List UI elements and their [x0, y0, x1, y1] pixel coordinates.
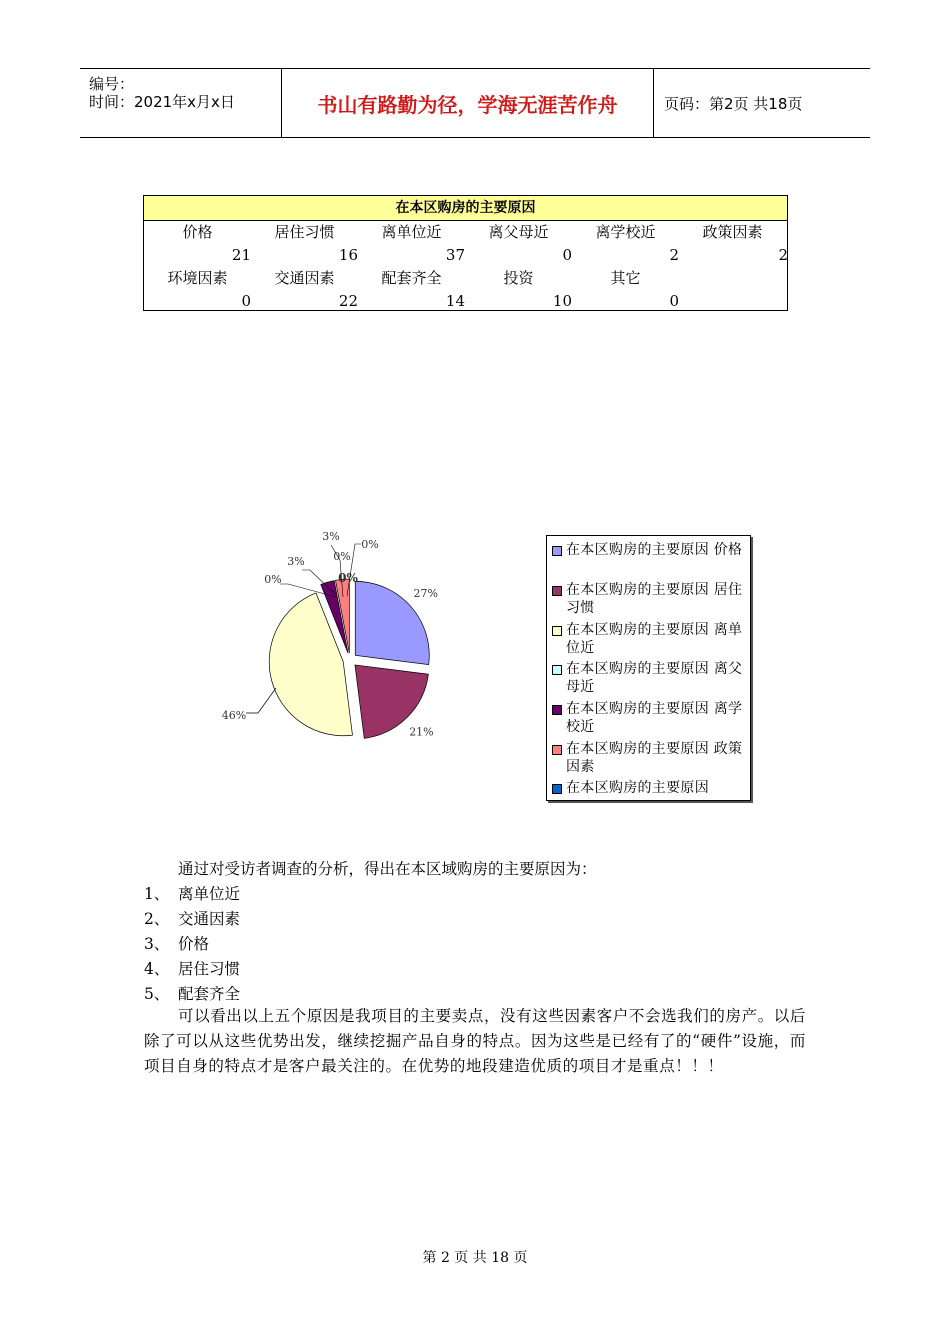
legend-label: 在本区购房的主要原因 离父母近	[566, 661, 743, 695]
pie-label: 21%	[409, 725, 434, 739]
pie-label: 0%	[361, 538, 379, 551]
table-cell: 0	[562, 246, 572, 264]
table-title: 在本区购房的主要原因	[144, 196, 787, 221]
table-cell: 16	[338, 246, 358, 264]
legend-swatch	[552, 745, 562, 755]
pie-label: 46%	[221, 709, 247, 722]
table-cell: 2	[669, 246, 679, 264]
table-row-values-1	[144, 244, 787, 266]
list-item	[144, 982, 240, 1004]
legend-swatch	[552, 546, 562, 556]
table-cell: 交通因素	[274, 269, 335, 287]
table-cell: 投资	[503, 269, 534, 287]
pie-label: 0%	[264, 573, 282, 586]
table-cell: 配套齐全	[381, 269, 442, 287]
pie-label: 0%	[338, 571, 358, 585]
pie-label: 3%	[322, 530, 340, 543]
legend-swatch	[552, 665, 562, 675]
time-label: 时间：2021年x月x日	[89, 93, 235, 111]
table-cell: 离学校近	[595, 223, 656, 241]
table-cell: 居住习惯	[274, 223, 335, 241]
table-cell: 0	[669, 292, 679, 310]
legend-swatch	[552, 586, 562, 596]
legend-label: 在本区购房的主要原因 价格	[566, 542, 743, 558]
chart-legend	[546, 535, 751, 801]
list-text: 离单位近	[178, 885, 241, 903]
list-item	[144, 882, 240, 904]
list-text: 交通因素	[178, 910, 241, 928]
list-text: 价格	[178, 935, 210, 953]
list-number: 3、	[144, 935, 170, 953]
table-cell: 离父母近	[488, 223, 549, 241]
list-item	[144, 957, 240, 979]
table-cell: 37	[445, 246, 465, 264]
table-row-labels-1	[144, 221, 787, 243]
legend-label: 在本区购房的主要原因 居住习惯	[566, 582, 743, 616]
page-info: 页码：第2页 共18页	[664, 94, 803, 113]
list-number: 1、	[144, 885, 170, 903]
table-cell: 政策因素	[702, 223, 763, 241]
number-label: 编号：	[89, 75, 135, 93]
table-cell: 离单位近	[381, 223, 442, 241]
legend-label: 在本区购房的主要原因 离单位近	[566, 622, 743, 656]
legend-swatch	[552, 705, 562, 715]
legend-swatch	[552, 784, 562, 794]
table-cell: 14	[445, 292, 465, 310]
legend-label: 在本区购房的主要原因 政策因素	[566, 741, 743, 775]
table-cell: 10	[552, 292, 572, 310]
header-meta	[80, 69, 282, 137]
table-row-values-2	[144, 290, 787, 312]
pie-label: 3%	[287, 555, 305, 568]
list-text: 配套齐全	[178, 985, 241, 1003]
list-number: 2、	[144, 910, 170, 928]
list-item	[144, 932, 209, 954]
table-cell: 0	[241, 292, 251, 310]
table-cell: 2	[778, 246, 788, 264]
legend-label: 在本区购房的主要原因 离学校近	[566, 701, 743, 735]
page-header	[80, 68, 870, 138]
legend-label: 在本区购房的主要原因	[566, 780, 709, 796]
table-cell: 价格	[182, 223, 213, 241]
conclusion-paragraph: 可以看出以上五个原因是我项目的主要卖点，没有这些因素客户不会选我们的房产。以后除了可以从这些优势出发，继续挖掘产品自身的特点。因为这些是已经有了的“硬件”设施，而项目自身的特点才是客户最关注的。在优势的地段建造优质的项目才是重点！！！	[144, 1007, 806, 1075]
table-cell: 其它	[610, 269, 641, 287]
table-cell: 21	[231, 246, 251, 264]
motto: 书山有路勤为径，学海无涯苦作舟	[317, 92, 618, 117]
list-text: 居住习惯	[178, 960, 241, 978]
reasons-table	[143, 195, 788, 311]
page-footer: 第 2 页 共 18 页	[422, 1250, 528, 1266]
table-row-labels-2	[144, 267, 787, 289]
pie-chart	[210, 520, 490, 760]
header-page-cell	[654, 69, 870, 137]
list-number: 5、	[144, 985, 170, 1003]
list-item	[144, 907, 240, 929]
intro-paragraph: 通过对受访者调查的分析，得出在本区域购房的主要原因为：	[178, 860, 597, 878]
table-cell: 环境因素	[167, 269, 228, 287]
pie-label: 27%	[413, 587, 438, 601]
table-cell: 22	[338, 292, 358, 310]
list-number: 4、	[144, 960, 170, 978]
pie-label: 0%	[333, 550, 351, 563]
header-motto-cell	[282, 69, 654, 137]
legend-swatch	[552, 626, 562, 636]
leader-line	[246, 688, 276, 713]
